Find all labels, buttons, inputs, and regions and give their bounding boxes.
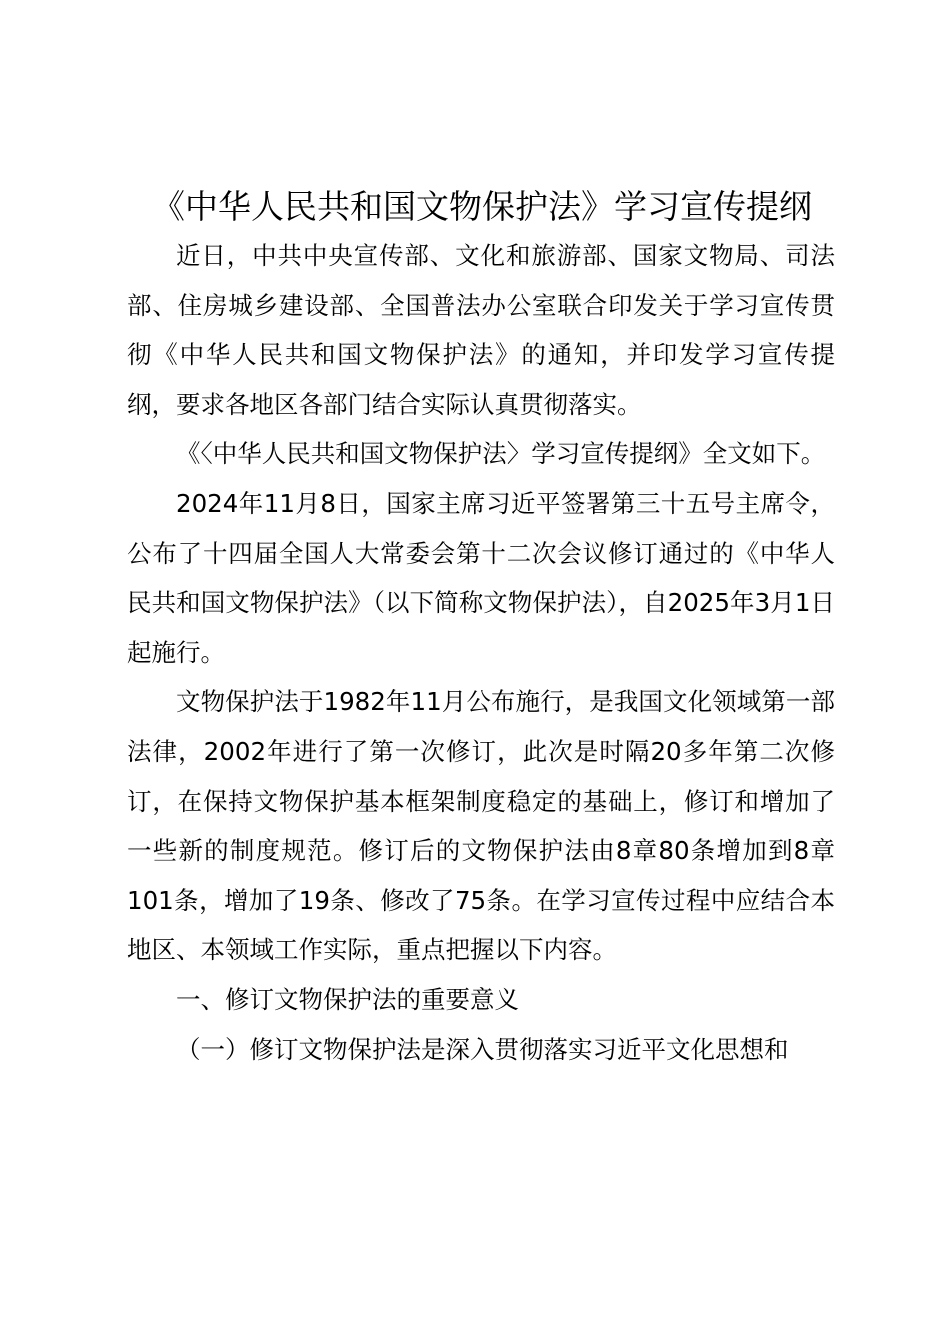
section-heading-1: 一、修订文物保护法的重要意义 (176, 984, 519, 1014)
document-title: 《中华人民共和国文物保护法》学习宣传提纲 (152, 187, 812, 226)
paragraph-full-text-note: 《〈中华人民共和国文物保护法〉学习宣传提纲》全文如下。 (176, 439, 826, 469)
paragraph-revision-history: 文物保护法于1982年11月公布施行，是我国文化领域第一部法律，2002年进行了第一次修订，此次是时隔20多年第二次修订，在保持文物保护基本框架制度稳定的基础上，修订和增加了一些新的制度规范。修订后的文物保护法由8章80条增加到8章101条，增加了19条、修改了75条。在学习宣传过程中应结合本地区、本领域工作实际，重点把握以下内容。 (127, 687, 835, 965)
paragraph-promulgation: 2024年11月8日，国家主席习近平签署第三十五号主席令，公布了十四届全国人大常委会第十二次会议修订通过的《中华人民共和国文物保护法》（以下简称文物保护法），自2025年3月1日起施行。 (127, 488, 835, 667)
subsection-heading-1-1: （一）修订文物保护法是深入贯彻落实习近平文化思想和 (176, 1034, 789, 1064)
paragraph-intro: 近日，中共中央宣传部、文化和旅游部、国家文物局、司法部、住房城乡建设部、全国普法办公室联合印发关于学习宣传贯彻《中华人民共和国文物保护法》的通知，并印发学习宣传提纲，要求各地区各部门结合实际认真贯彻落实。 (127, 241, 835, 419)
document-body (127, 231, 835, 1074)
